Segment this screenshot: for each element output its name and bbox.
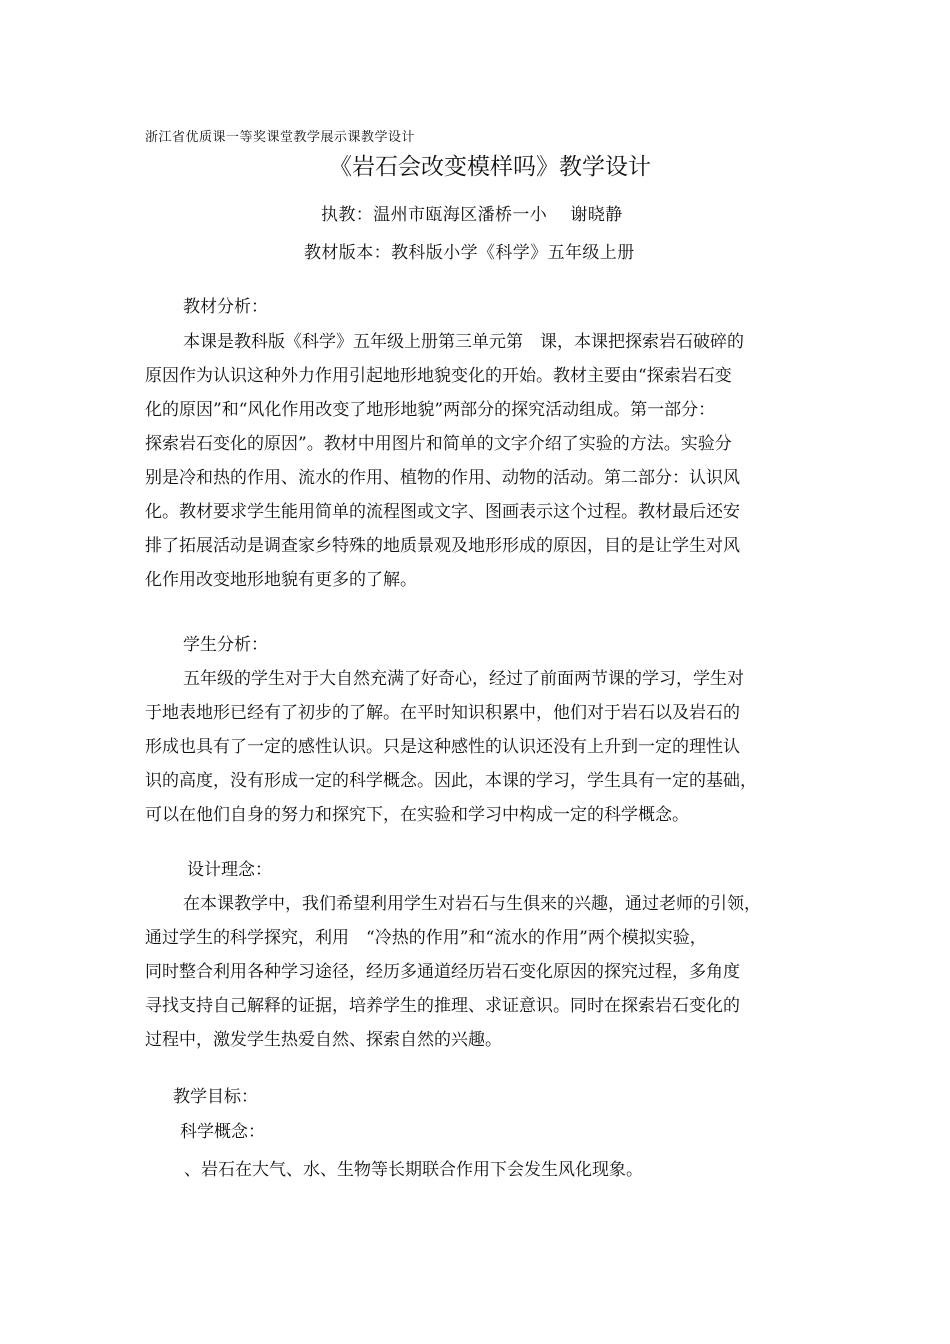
section-body-student-analysis	[145, 662, 810, 832]
section-body-design-concept	[145, 887, 810, 1057]
paragraph-line: 通过学生的科学探究，利用 “冷热的作用”和“流水的作用”两个模拟实验，	[145, 928, 707, 948]
paragraph-line: 同时整合利用各种学习途径，经历多通道经历岩石变化原因的探究过程，多角度	[145, 962, 740, 982]
document-title-text: 《岩石会改变模样吗》教学设计	[329, 154, 651, 180]
paragraph-line: 可以在他们自身的努力和探究下，在实验和学习中构成一定的科学概念。	[145, 805, 689, 825]
header-note: 浙江省优质课一等奖课堂教学展示课教学设计	[145, 130, 416, 145]
section-heading-textbook-analysis: 教材分析：	[183, 297, 268, 317]
paragraph-line: 本课是教科版《科学》五年级上册第三单元第 课，本课把探索岩石破碎的	[183, 332, 744, 352]
paragraph-line: 化。教材要求学生能用简单的流程图或文字、图画表示这个过程。教材最后还安	[145, 502, 740, 522]
science-concept-item: 、岩石在大气、水、生物等长期联合作用下会发生风化现象。	[184, 1160, 643, 1180]
paragraph-line: 排了拓展活动是调查家乡特殊的地质景观及地形形成的原因，目的是让学生对风	[145, 536, 740, 556]
paragraph-line: 过程中，激发学生热爱自然、探索自然的兴趣。	[145, 1030, 502, 1050]
paragraph-line: 五年级的学生对于大自然充满了好奇心，经过了前面两节课的学习，学生对	[183, 669, 744, 689]
paragraph-line: 在本课教学中，我们希望利用学生对岩石与生俱来的兴趣，通过老师的引领，	[183, 894, 761, 914]
section-heading-teaching-goals: 教学目标：	[173, 1087, 258, 1107]
document-title	[0, 148, 950, 181]
section-heading-design-concept: 设计理念：	[187, 860, 272, 880]
paragraph-line: 原因作为认识这种外力作用引起地形地貌变化的开始。教材主要由“探索岩石变	[145, 366, 732, 386]
section-heading-science-concept: 科学概念：	[180, 1122, 265, 1142]
paragraph-line: 于地表地形已经有了初步的了解。在平时知识积累中，他们对于岩石以及岩石的	[145, 703, 740, 723]
paragraph-line: 探索岩石变化的原因”。教材中用图片和简单的文字介绍了实验的方法。实验分	[145, 434, 732, 454]
paragraph-line: 识的高度，没有形成一定的科学概念。因此，本课的学习，学生具有一定的基础，	[145, 771, 757, 791]
section-heading-student-analysis: 学生分析：	[183, 635, 268, 655]
paragraph-line: 形成也具有了一定的感性认识。只是这种感性的认识还没有上升到一定的理性认	[145, 737, 740, 757]
teacher-line: 执教：温州市瓯海区潘桥一小 谢晓静	[321, 205, 623, 225]
paragraph-line: 别是冷和热的作用、流水的作用、植物的作用、动物的活动。第二部分：认识风	[145, 468, 740, 488]
paragraph-line: 寻找支持自己解释的证据，培养学生的推理、求证意识。同时在探索岩石变化的	[145, 996, 740, 1016]
paragraph-line: 化作用改变地形地貌有更多的了解。	[145, 570, 417, 590]
textbook-version-line: 教材版本：教科版小学《科学》五年级上册	[304, 243, 635, 263]
section-body-textbook-analysis	[145, 325, 810, 597]
paragraph-line: 化的原因”和“风化作用改变了地形地貌”两部分的探究活动组成。第一部分：	[145, 400, 716, 420]
